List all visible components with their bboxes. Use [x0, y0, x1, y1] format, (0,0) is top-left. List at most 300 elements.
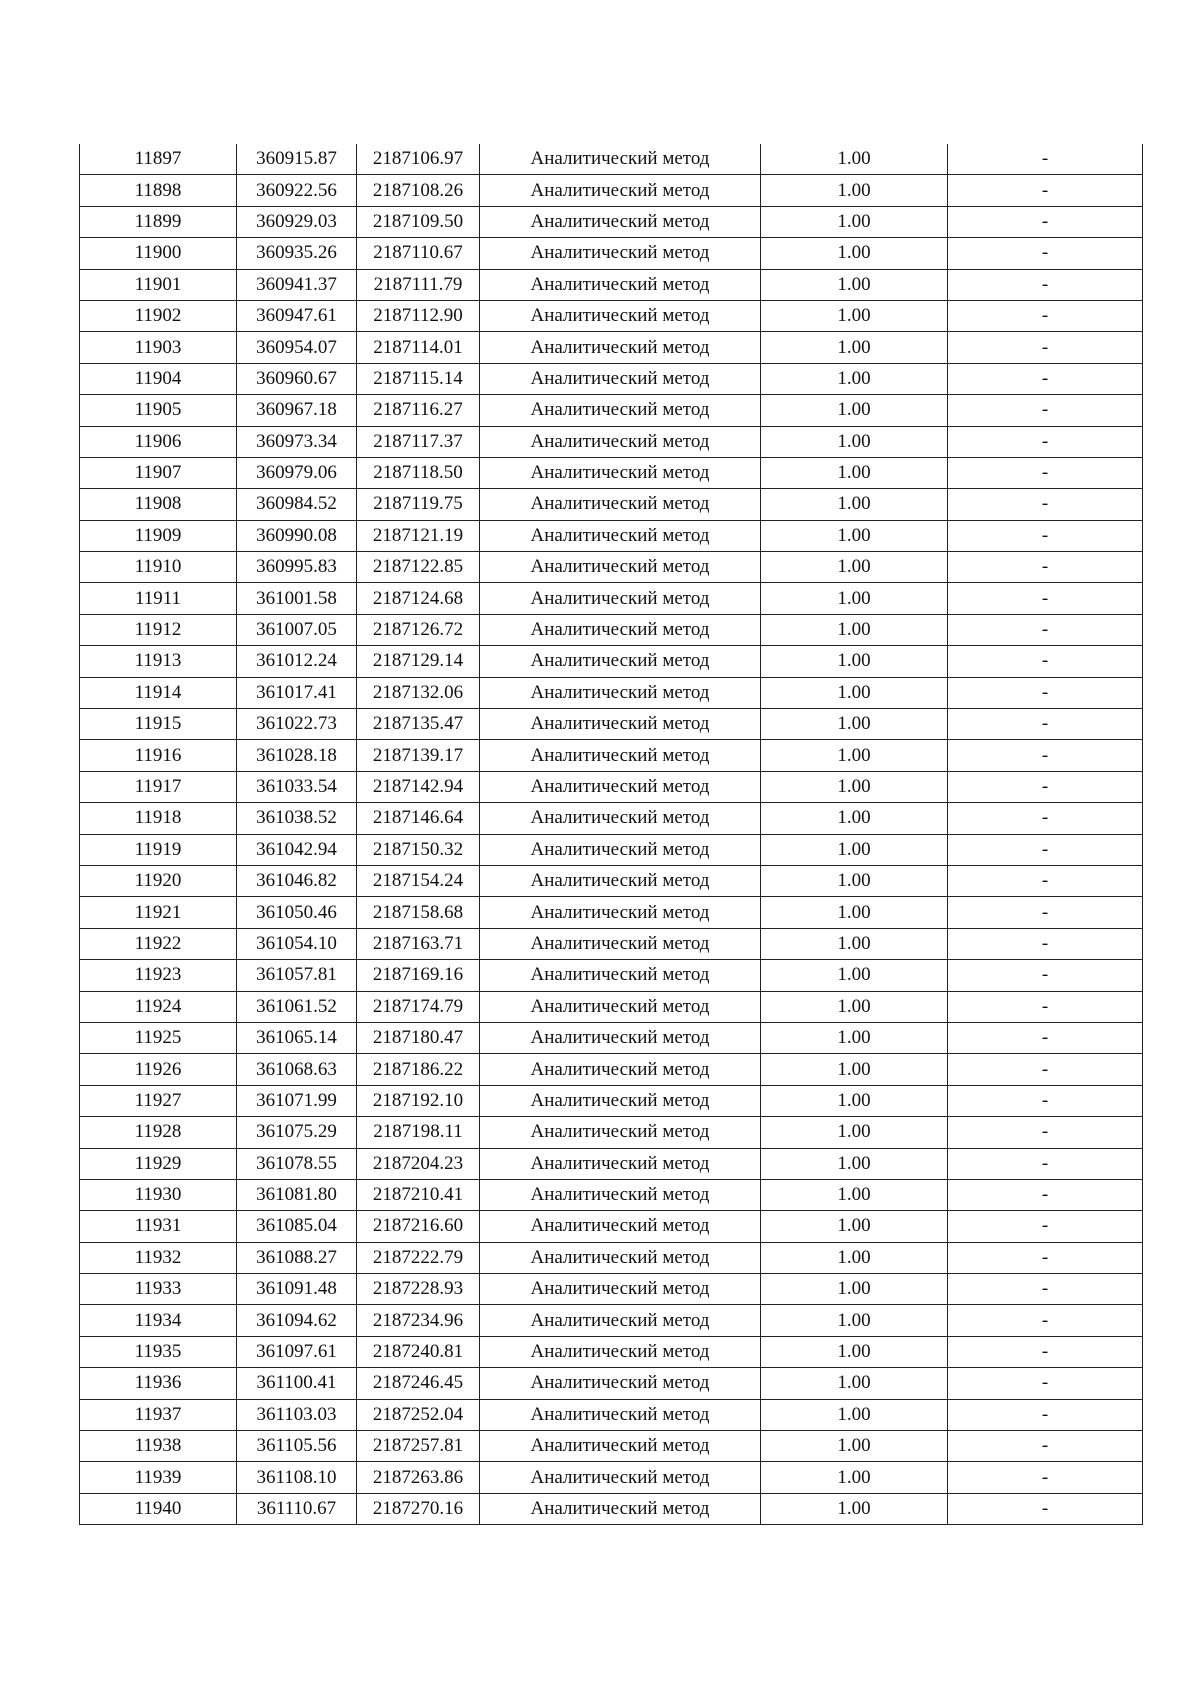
point-number-cell: 11924	[80, 991, 237, 1022]
method-cell: Аналитический метод	[480, 206, 761, 237]
point-number-cell: 11920	[80, 865, 237, 896]
description-cell: -	[948, 269, 1143, 300]
point-number-cell: 11910	[80, 552, 237, 583]
y-coordinate-cell: 2187216.60	[357, 1211, 480, 1242]
accuracy-cell: 1.00	[761, 300, 948, 331]
point-number-cell: 11916	[80, 740, 237, 771]
point-number-cell: 11919	[80, 834, 237, 865]
method-cell: Аналитический метод	[480, 991, 761, 1022]
x-coordinate-cell: 360947.61	[237, 300, 357, 331]
x-coordinate-cell: 361042.94	[237, 834, 357, 865]
accuracy-cell: 1.00	[761, 1211, 948, 1242]
method-cell: Аналитический метод	[480, 709, 761, 740]
accuracy-cell: 1.00	[761, 1085, 948, 1116]
point-number-cell: 11914	[80, 677, 237, 708]
description-cell: -	[948, 175, 1143, 206]
x-coordinate-cell: 361050.46	[237, 897, 357, 928]
description-cell: -	[948, 740, 1143, 771]
table-row	[80, 426, 1143, 457]
point-number-cell: 11932	[80, 1242, 237, 1273]
point-number-cell: 11912	[80, 614, 237, 645]
description-cell: -	[948, 1399, 1143, 1430]
x-coordinate-cell: 360960.67	[237, 363, 357, 394]
table-row	[80, 238, 1143, 269]
point-number-cell: 11928	[80, 1117, 237, 1148]
point-number-cell: 11927	[80, 1085, 237, 1116]
method-cell: Аналитический метод	[480, 238, 761, 269]
y-coordinate-cell: 2187135.47	[357, 709, 480, 740]
x-coordinate-cell: 361097.61	[237, 1336, 357, 1367]
x-coordinate-cell: 361105.56	[237, 1431, 357, 1462]
table-row	[80, 677, 1143, 708]
y-coordinate-cell: 2187122.85	[357, 552, 480, 583]
method-cell: Аналитический метод	[480, 457, 761, 488]
table-row	[80, 395, 1143, 426]
point-number-cell: 11903	[80, 332, 237, 363]
description-cell: -	[948, 426, 1143, 457]
x-coordinate-cell: 361007.05	[237, 614, 357, 645]
accuracy-cell: 1.00	[761, 1399, 948, 1430]
method-cell: Аналитический метод	[480, 1462, 761, 1493]
x-coordinate-cell: 361075.29	[237, 1117, 357, 1148]
description-cell: -	[948, 1493, 1143, 1524]
description-cell: -	[948, 1305, 1143, 1336]
method-cell: Аналитический метод	[480, 928, 761, 959]
method-cell: Аналитический метод	[480, 332, 761, 363]
accuracy-cell: 1.00	[761, 1368, 948, 1399]
method-cell: Аналитический метод	[480, 1431, 761, 1462]
table-row	[80, 1211, 1143, 1242]
table-row	[80, 771, 1143, 802]
description-cell: -	[948, 834, 1143, 865]
table-row	[80, 332, 1143, 363]
table-row	[80, 489, 1143, 520]
method-cell: Аналитический метод	[480, 1242, 761, 1273]
y-coordinate-cell: 2187192.10	[357, 1085, 480, 1116]
accuracy-cell: 1.00	[761, 1431, 948, 1462]
point-number-cell: 11908	[80, 489, 237, 520]
description-cell: -	[948, 897, 1143, 928]
x-coordinate-cell: 360973.34	[237, 426, 357, 457]
coordinates-table	[79, 144, 1143, 1525]
accuracy-cell: 1.00	[761, 865, 948, 896]
description-cell: -	[948, 489, 1143, 520]
x-coordinate-cell: 361022.73	[237, 709, 357, 740]
method-cell: Аналитический метод	[480, 144, 761, 175]
method-cell: Аналитический метод	[480, 175, 761, 206]
method-cell: Аналитический метод	[480, 771, 761, 802]
point-number-cell: 11904	[80, 363, 237, 394]
y-coordinate-cell: 2187210.41	[357, 1179, 480, 1210]
point-number-cell: 11898	[80, 175, 237, 206]
table-row	[80, 865, 1143, 896]
x-coordinate-cell: 361085.04	[237, 1211, 357, 1242]
description-cell: -	[948, 1211, 1143, 1242]
method-cell: Аналитический метод	[480, 1022, 761, 1053]
y-coordinate-cell: 2187204.23	[357, 1148, 480, 1179]
y-coordinate-cell: 2187111.79	[357, 269, 480, 300]
method-cell: Аналитический метод	[480, 1054, 761, 1085]
accuracy-cell: 1.00	[761, 520, 948, 551]
point-number-cell: 11923	[80, 960, 237, 991]
description-cell: -	[948, 709, 1143, 740]
x-coordinate-cell: 361057.81	[237, 960, 357, 991]
x-coordinate-cell: 361061.52	[237, 991, 357, 1022]
x-coordinate-cell: 361100.41	[237, 1368, 357, 1399]
description-cell: -	[948, 520, 1143, 551]
method-cell: Аналитический метод	[480, 865, 761, 896]
accuracy-cell: 1.00	[761, 583, 948, 614]
accuracy-cell: 1.00	[761, 238, 948, 269]
method-cell: Аналитический метод	[480, 897, 761, 928]
table-row	[80, 1368, 1143, 1399]
method-cell: Аналитический метод	[480, 677, 761, 708]
description-cell: -	[948, 1431, 1143, 1462]
description-cell: -	[948, 1179, 1143, 1210]
y-coordinate-cell: 2187169.16	[357, 960, 480, 991]
description-cell: -	[948, 771, 1143, 802]
y-coordinate-cell: 2187118.50	[357, 457, 480, 488]
table-row	[80, 614, 1143, 645]
method-cell: Аналитический метод	[480, 1085, 761, 1116]
y-coordinate-cell: 2187114.01	[357, 332, 480, 363]
description-cell: -	[948, 395, 1143, 426]
description-cell: -	[948, 865, 1143, 896]
accuracy-cell: 1.00	[761, 1022, 948, 1053]
method-cell: Аналитический метод	[480, 1148, 761, 1179]
x-coordinate-cell: 361094.62	[237, 1305, 357, 1336]
accuracy-cell: 1.00	[761, 332, 948, 363]
description-cell: -	[948, 206, 1143, 237]
accuracy-cell: 1.00	[761, 1148, 948, 1179]
x-coordinate-cell: 361001.58	[237, 583, 357, 614]
accuracy-cell: 1.00	[761, 1179, 948, 1210]
method-cell: Аналитический метод	[480, 1305, 761, 1336]
accuracy-cell: 1.00	[761, 709, 948, 740]
y-coordinate-cell: 2187270.16	[357, 1493, 480, 1524]
method-cell: Аналитический метод	[480, 834, 761, 865]
table-row	[80, 1305, 1143, 1336]
table-row	[80, 960, 1143, 991]
description-cell: -	[948, 614, 1143, 645]
y-coordinate-cell: 2187126.72	[357, 614, 480, 645]
point-number-cell: 11936	[80, 1368, 237, 1399]
method-cell: Аналитический метод	[480, 1368, 761, 1399]
x-coordinate-cell: 360929.03	[237, 206, 357, 237]
y-coordinate-cell: 2187174.79	[357, 991, 480, 1022]
table-row	[80, 1148, 1143, 1179]
table-row	[80, 269, 1143, 300]
x-coordinate-cell: 361103.03	[237, 1399, 357, 1430]
table-row	[80, 300, 1143, 331]
point-number-cell: 11934	[80, 1305, 237, 1336]
method-cell: Аналитический метод	[480, 1179, 761, 1210]
x-coordinate-cell: 361065.14	[237, 1022, 357, 1053]
y-coordinate-cell: 2187139.17	[357, 740, 480, 771]
table-row	[80, 363, 1143, 394]
table-row	[80, 1054, 1143, 1085]
table-row	[80, 552, 1143, 583]
point-number-cell: 11938	[80, 1431, 237, 1462]
x-coordinate-cell: 360995.83	[237, 552, 357, 583]
accuracy-cell: 1.00	[761, 1462, 948, 1493]
description-cell: -	[948, 1336, 1143, 1367]
y-coordinate-cell: 2187158.68	[357, 897, 480, 928]
table-row	[80, 1085, 1143, 1116]
table-row	[80, 1336, 1143, 1367]
x-coordinate-cell: 361068.63	[237, 1054, 357, 1085]
y-coordinate-cell: 2187154.24	[357, 865, 480, 896]
table-row	[80, 520, 1143, 551]
accuracy-cell: 1.00	[761, 771, 948, 802]
y-coordinate-cell: 2187228.93	[357, 1274, 480, 1305]
y-coordinate-cell: 2187109.50	[357, 206, 480, 237]
method-cell: Аналитический метод	[480, 1274, 761, 1305]
y-coordinate-cell: 2187246.45	[357, 1368, 480, 1399]
point-number-cell: 11917	[80, 771, 237, 802]
y-coordinate-cell: 2187117.37	[357, 426, 480, 457]
description-cell: -	[948, 1274, 1143, 1305]
accuracy-cell: 1.00	[761, 426, 948, 457]
description-cell: -	[948, 552, 1143, 583]
description-cell: -	[948, 583, 1143, 614]
table-row	[80, 1431, 1143, 1462]
accuracy-cell: 1.00	[761, 677, 948, 708]
description-cell: -	[948, 928, 1143, 959]
description-cell: -	[948, 363, 1143, 394]
x-coordinate-cell: 361017.41	[237, 677, 357, 708]
description-cell: -	[948, 300, 1143, 331]
table-row	[80, 1117, 1143, 1148]
point-number-cell: 11900	[80, 238, 237, 269]
accuracy-cell: 1.00	[761, 1493, 948, 1524]
y-coordinate-cell: 2187150.32	[357, 834, 480, 865]
x-coordinate-cell: 360935.26	[237, 238, 357, 269]
description-cell: -	[948, 803, 1143, 834]
y-coordinate-cell: 2187108.26	[357, 175, 480, 206]
table-row	[80, 991, 1143, 1022]
accuracy-cell: 1.00	[761, 489, 948, 520]
y-coordinate-cell: 2187252.04	[357, 1399, 480, 1430]
accuracy-cell: 1.00	[761, 1305, 948, 1336]
description-cell: -	[948, 991, 1143, 1022]
y-coordinate-cell: 2187240.81	[357, 1336, 480, 1367]
x-coordinate-cell: 360954.07	[237, 332, 357, 363]
description-cell: -	[948, 144, 1143, 175]
x-coordinate-cell: 361038.52	[237, 803, 357, 834]
y-coordinate-cell: 2187119.75	[357, 489, 480, 520]
description-cell: -	[948, 1054, 1143, 1085]
description-cell: -	[948, 1117, 1143, 1148]
table-row	[80, 803, 1143, 834]
description-cell: -	[948, 677, 1143, 708]
point-number-cell: 11937	[80, 1399, 237, 1430]
y-coordinate-cell: 2187263.86	[357, 1462, 480, 1493]
accuracy-cell: 1.00	[761, 834, 948, 865]
description-cell: -	[948, 457, 1143, 488]
x-coordinate-cell: 360979.06	[237, 457, 357, 488]
method-cell: Аналитический метод	[480, 300, 761, 331]
description-cell: -	[948, 1368, 1143, 1399]
accuracy-cell: 1.00	[761, 1336, 948, 1367]
y-coordinate-cell: 2187142.94	[357, 771, 480, 802]
table-row	[80, 175, 1143, 206]
x-coordinate-cell: 361012.24	[237, 646, 357, 677]
x-coordinate-cell: 361033.54	[237, 771, 357, 802]
accuracy-cell: 1.00	[761, 144, 948, 175]
table-row	[80, 646, 1143, 677]
y-coordinate-cell: 2187257.81	[357, 1431, 480, 1462]
point-number-cell: 11913	[80, 646, 237, 677]
method-cell: Аналитический метод	[480, 960, 761, 991]
description-cell: -	[948, 332, 1143, 363]
y-coordinate-cell: 2187116.27	[357, 395, 480, 426]
accuracy-cell: 1.00	[761, 206, 948, 237]
x-coordinate-cell: 361091.48	[237, 1274, 357, 1305]
x-coordinate-cell: 360967.18	[237, 395, 357, 426]
point-number-cell: 11918	[80, 803, 237, 834]
method-cell: Аналитический метод	[480, 646, 761, 677]
y-coordinate-cell: 2187180.47	[357, 1022, 480, 1053]
x-coordinate-cell: 361071.99	[237, 1085, 357, 1116]
x-coordinate-cell: 361088.27	[237, 1242, 357, 1273]
point-number-cell: 11940	[80, 1493, 237, 1524]
accuracy-cell: 1.00	[761, 552, 948, 583]
table-row	[80, 206, 1143, 237]
method-cell: Аналитический метод	[480, 803, 761, 834]
description-cell: -	[948, 1462, 1143, 1493]
accuracy-cell: 1.00	[761, 960, 948, 991]
x-coordinate-cell: 361078.55	[237, 1148, 357, 1179]
y-coordinate-cell: 2187234.96	[357, 1305, 480, 1336]
accuracy-cell: 1.00	[761, 175, 948, 206]
accuracy-cell: 1.00	[761, 1242, 948, 1273]
point-number-cell: 11931	[80, 1211, 237, 1242]
method-cell: Аналитический метод	[480, 426, 761, 457]
accuracy-cell: 1.00	[761, 614, 948, 645]
accuracy-cell: 1.00	[761, 1054, 948, 1085]
description-cell: -	[948, 1242, 1143, 1273]
point-number-cell: 11909	[80, 520, 237, 551]
point-number-cell: 11907	[80, 457, 237, 488]
table-row	[80, 928, 1143, 959]
method-cell: Аналитический метод	[480, 520, 761, 551]
y-coordinate-cell: 2187132.06	[357, 677, 480, 708]
accuracy-cell: 1.00	[761, 1117, 948, 1148]
description-cell: -	[948, 1085, 1143, 1116]
y-coordinate-cell: 2187115.14	[357, 363, 480, 394]
method-cell: Аналитический метод	[480, 614, 761, 645]
table-row	[80, 897, 1143, 928]
point-number-cell: 11922	[80, 928, 237, 959]
point-number-cell: 11911	[80, 583, 237, 614]
accuracy-cell: 1.00	[761, 363, 948, 394]
y-coordinate-cell: 2187198.11	[357, 1117, 480, 1148]
y-coordinate-cell: 2187121.19	[357, 520, 480, 551]
table-row	[80, 1493, 1143, 1524]
method-cell: Аналитический метод	[480, 395, 761, 426]
description-cell: -	[948, 238, 1143, 269]
x-coordinate-cell: 361108.10	[237, 1462, 357, 1493]
point-number-cell: 11926	[80, 1054, 237, 1085]
table-row	[80, 1022, 1143, 1053]
accuracy-cell: 1.00	[761, 395, 948, 426]
accuracy-cell: 1.00	[761, 1274, 948, 1305]
accuracy-cell: 1.00	[761, 803, 948, 834]
method-cell: Аналитический метод	[480, 489, 761, 520]
y-coordinate-cell: 2187146.64	[357, 803, 480, 834]
y-coordinate-cell: 2187124.68	[357, 583, 480, 614]
method-cell: Аналитический метод	[480, 1493, 761, 1524]
x-coordinate-cell: 361046.82	[237, 865, 357, 896]
point-number-cell: 11902	[80, 300, 237, 331]
point-number-cell: 11935	[80, 1336, 237, 1367]
table-row	[80, 709, 1143, 740]
table-row	[80, 583, 1143, 614]
table-row	[80, 144, 1143, 175]
point-number-cell: 11939	[80, 1462, 237, 1493]
point-number-cell: 11899	[80, 206, 237, 237]
x-coordinate-cell: 361054.10	[237, 928, 357, 959]
coordinates-table-body	[80, 144, 1143, 1525]
table-row	[80, 1399, 1143, 1430]
point-number-cell: 11929	[80, 1148, 237, 1179]
method-cell: Аналитический метод	[480, 269, 761, 300]
table-row	[80, 740, 1143, 771]
accuracy-cell: 1.00	[761, 646, 948, 677]
x-coordinate-cell: 361110.67	[237, 1493, 357, 1524]
method-cell: Аналитический метод	[480, 1399, 761, 1430]
method-cell: Аналитический метод	[480, 1117, 761, 1148]
method-cell: Аналитический метод	[480, 1336, 761, 1367]
method-cell: Аналитический метод	[480, 363, 761, 394]
x-coordinate-cell: 360990.08	[237, 520, 357, 551]
description-cell: -	[948, 1022, 1143, 1053]
y-coordinate-cell: 2187129.14	[357, 646, 480, 677]
table-row	[80, 1274, 1143, 1305]
point-number-cell: 11933	[80, 1274, 237, 1305]
point-number-cell: 11901	[80, 269, 237, 300]
x-coordinate-cell: 361028.18	[237, 740, 357, 771]
point-number-cell: 11930	[80, 1179, 237, 1210]
y-coordinate-cell: 2187106.97	[357, 144, 480, 175]
y-coordinate-cell: 2187186.22	[357, 1054, 480, 1085]
table-row	[80, 1242, 1143, 1273]
accuracy-cell: 1.00	[761, 928, 948, 959]
method-cell: Аналитический метод	[480, 1211, 761, 1242]
y-coordinate-cell: 2187110.67	[357, 238, 480, 269]
table-row	[80, 457, 1143, 488]
accuracy-cell: 1.00	[761, 740, 948, 771]
description-cell: -	[948, 646, 1143, 677]
x-coordinate-cell: 360941.37	[237, 269, 357, 300]
method-cell: Аналитический метод	[480, 552, 761, 583]
x-coordinate-cell: 361081.80	[237, 1179, 357, 1210]
x-coordinate-cell: 360915.87	[237, 144, 357, 175]
method-cell: Аналитический метод	[480, 583, 761, 614]
table-row	[80, 1462, 1143, 1493]
method-cell: Аналитический метод	[480, 740, 761, 771]
point-number-cell: 11921	[80, 897, 237, 928]
table-row	[80, 1179, 1143, 1210]
point-number-cell: 11897	[80, 144, 237, 175]
x-coordinate-cell: 360922.56	[237, 175, 357, 206]
point-number-cell: 11925	[80, 1022, 237, 1053]
description-cell: -	[948, 960, 1143, 991]
y-coordinate-cell: 2187163.71	[357, 928, 480, 959]
table-row	[80, 834, 1143, 865]
accuracy-cell: 1.00	[761, 897, 948, 928]
